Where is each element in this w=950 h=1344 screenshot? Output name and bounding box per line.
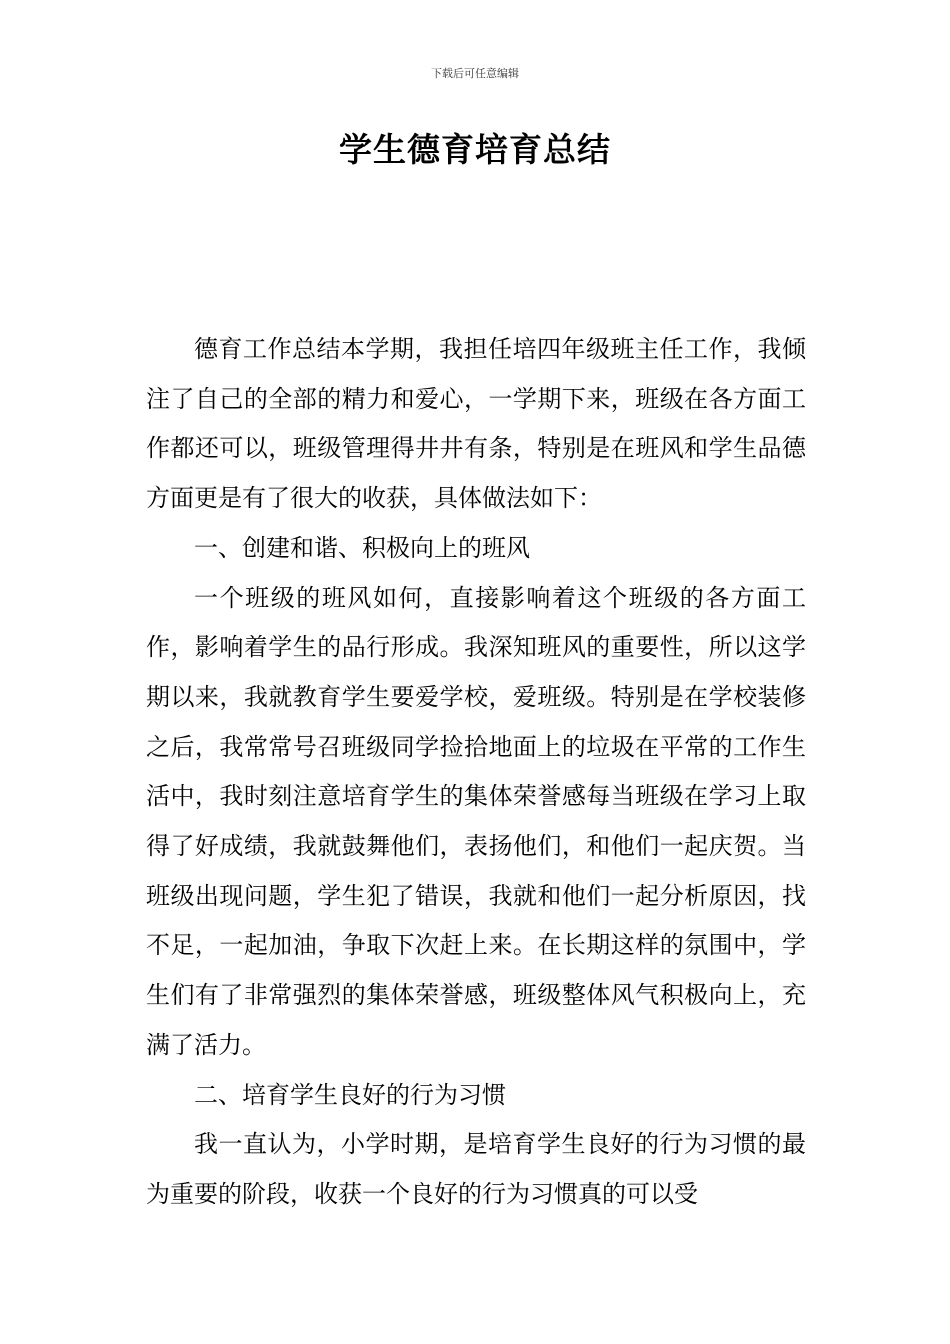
header-note: 下载后可任意编辑 xyxy=(431,67,519,80)
document-title: 学生德育培育总结 xyxy=(339,130,611,169)
document-body xyxy=(146,325,806,1220)
paragraph-habits: 我一直认为，小学时期，是培育学生良好的行为习惯的最为重要的阶段，收获一个良好的行为习惯真的可以受 xyxy=(146,1130,806,1208)
paragraph-class-atmosphere: 一个班级的班风如何，直接影响着这个班级的各方面工作，影响着学生的品行形成。我深知班风的重要性，所以这学期以来，我就教育学生要爱学校，爱班级。特别是在学校装修之后，我常常号召班级同学捡拾地面上的垃圾在平常的工作生活中，我时刻注意培育学生的集体荣誉感每当班级在学习上取得了好成绩，我就鼓舞他们，表扬他们，和他们一起庆贺。当班级出现问题，学生犯了错误，我就和他们一起分析原因，找不足，一起加油，争取下次赶上来。在长期这样的氛围中，学生们有了非常强烈的集体荣誉感，班级整体风气积极向上，充满了活力。 xyxy=(146,583,806,1059)
section-heading-1: 一、创建和谐、积极向上的班风 xyxy=(194,533,530,562)
paragraph-intro: 德育工作总结本学期，我担任培四年级班主任工作，我倾注了自己的全部的精力和爱心，一学期下来，班级在各方面工作都还可以，班级管理得井井有条，特别是在班风和学生品德方面更是有了很大的收获，具体做法如下： xyxy=(146,335,806,513)
section-heading-2: 二、培育学生良好的行为习惯 xyxy=(194,1080,506,1109)
